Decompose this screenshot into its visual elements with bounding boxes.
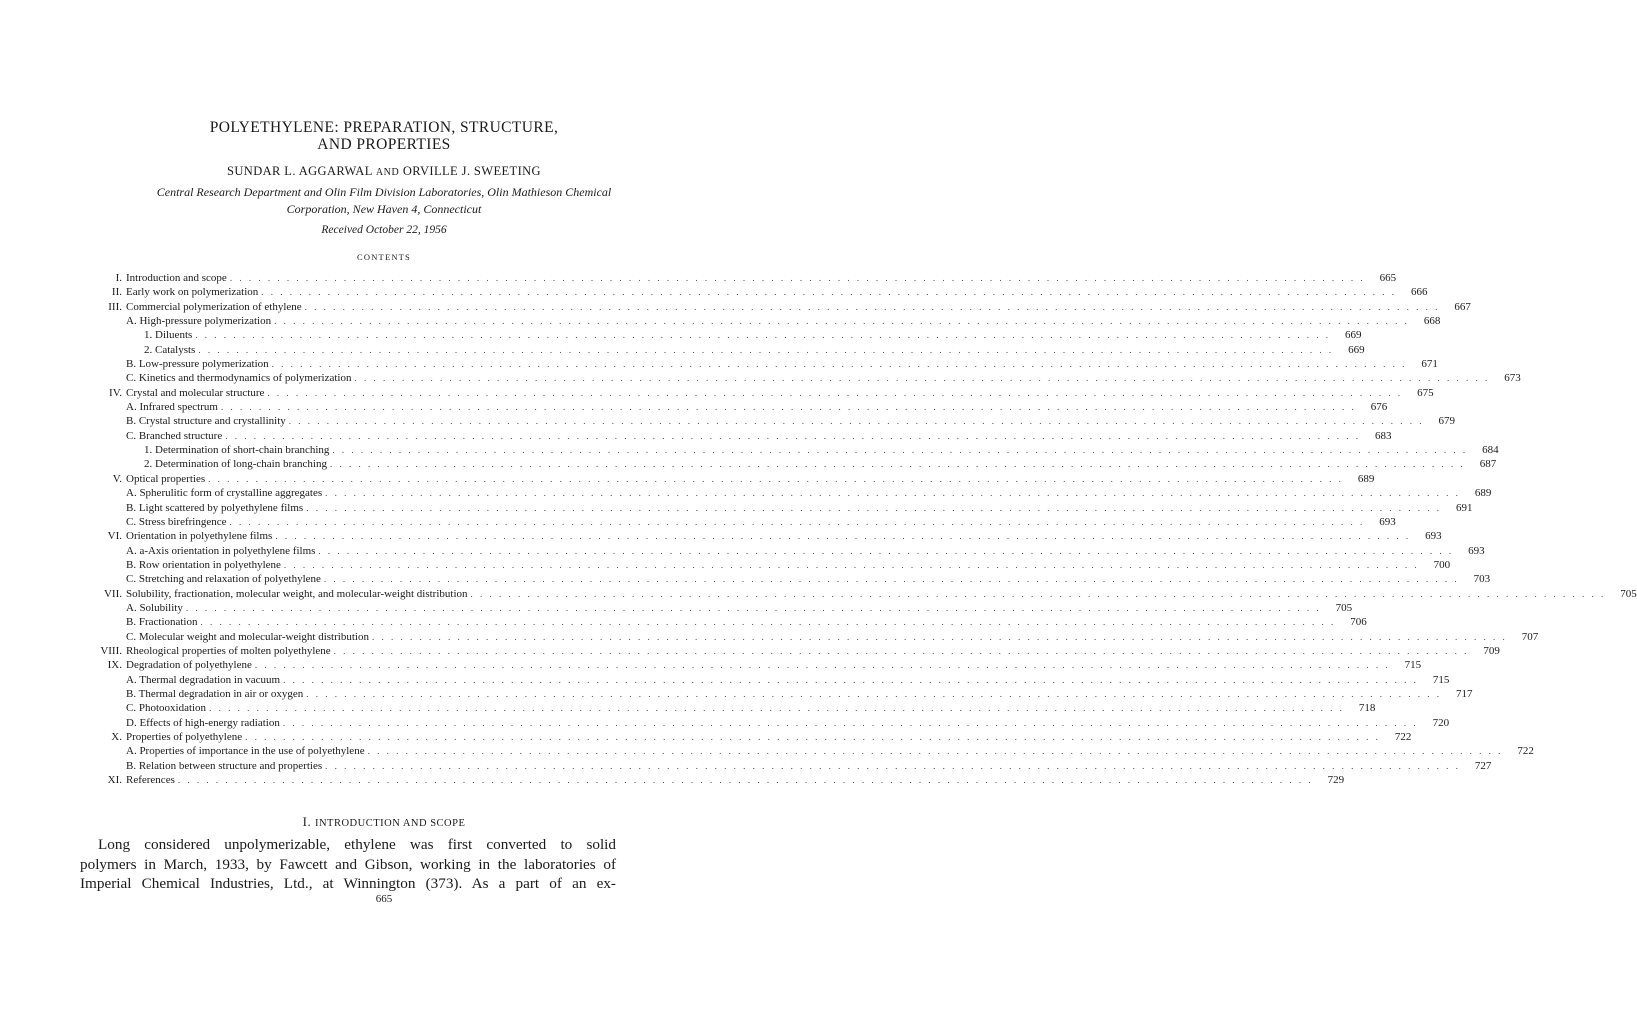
authors [0, 164, 768, 179]
toc-entry-page: 667 [1454, 300, 1471, 313]
toc-entry-number: VI. [107, 530, 122, 543]
toc-entry-page: 700 [1433, 558, 1451, 571]
toc-entry-page: 668 [1423, 315, 1441, 328]
toc-dot-leader: . . . . . . . . . . . . . . . . . . . . . . . . . . . . . . . . . . . . . . . . . . . . . . . . . . . . . . . . . . . . . . . . . . . . . . . . . . . . . . . . . . . . . . . . . . . . . . . . . . . . . . . . . . . . . . . . . . . . . . . . [354, 373, 1490, 384]
toc-entry-label: C. Kinetics and thermodynamics of polymerization [126, 372, 352, 385]
toc-entry [70, 673, 1450, 687]
toc-entry-page: 705 [1335, 601, 1353, 614]
toc-entry [70, 759, 1492, 773]
toc-dot-leader: . . . . . . . . . . . . . . . . . . . . . . . . . . . . . . . . . . . . . . . . . . . . . . . . . . . . . . . . . . . . . . . . . . . . . . . . . . . . . . . . . . . . . . . . . . . . . . . . . . . . . . . . . . . . . . . . . . . . . . . . [229, 273, 1366, 283]
toc-dot-leader: . . . . . . . . . . . . . . . . . . . . . . . . . . . . . . . . . . . . . . . . . . . . . . . . . . . . . . . . . . . . . . . . . . . . . . . . . . . . . . . . . . . . . . . . . . . . . . . . . . . . . . . . . . . . . . . . . . . . . . . . [254, 660, 1391, 671]
toc-dot-leader: . . . . . . . . . . . . . . . . . . . . . . . . . . . . . . . . . . . . . . . . . . . . . . . . . . . . . . . . . . . . . . . . . . . . . . . . . . . . . . . . . . . . . . . . . . . . . . . . . . . . . . . . . . . . . . . . . . . . . . . . [470, 588, 1606, 599]
toc-entry-page: 727 [1474, 759, 1492, 772]
toc-entry-page: 689 [1474, 487, 1492, 500]
toc-entry [70, 400, 1388, 414]
toc-entry-label: C. Molecular weight and molecular-weight distribution [126, 630, 369, 643]
toc-entry-page: 720 [1432, 716, 1450, 729]
article-title-line-2: AND PROPERTIES [317, 136, 451, 153]
toc-entry-label: A. Thermal degradation in vacuum [126, 673, 281, 686]
toc-entry-label: Degradation of polyethylene [126, 659, 252, 672]
toc-entry-page: 684 [1482, 444, 1499, 457]
toc-entry-label: 2. Determination of long-chain branching [144, 458, 327, 471]
toc-entry-page: 691 [1455, 501, 1473, 514]
toc-entry [70, 701, 1376, 715]
toc-entry [70, 773, 1345, 787]
toc-dot-leader: . . . . . . . . . . . . . . . . . . . . . . . . . . . . . . . . . . . . . . . . . . . . . . . . . . . . . . . . . . . . . . . . . . . . . . . . . . . . . . . . . . . . . . . . . . . . . . . . . . . . . . . . . . . . . . . . . . . . . . . . [261, 287, 1397, 298]
toc-entry-label: Solubility, fractionation, molecular weight, and molecular-weight distribution [126, 587, 468, 600]
toc-entry-label: C. Stress birefringence [126, 515, 227, 528]
toc-entry [70, 386, 1434, 400]
toc-entry-page: 675 [1417, 386, 1434, 399]
toc-entry-page: 703 [1473, 573, 1491, 586]
toc-entry-page: 722 [1394, 731, 1412, 743]
toc-entry-label: 2. Catalysts [144, 343, 196, 356]
toc-entry [70, 414, 1456, 428]
toc-dot-leader: . . . . . . . . . . . . . . . . . . . . . . . . . . . . . . . . . . . . . . . . . . . . . . . . . . . . . . . . . . . . . . . . . . . . . . . . . . . . . . . . . . . . . . . . . . . . . . . . . . . . . . . . . . . . . . . . . . . . . . . . [325, 488, 1461, 499]
toc-dot-leader: . . . . . . . . . . . . . . . . . . . . . . . . . . . . . . . . . . . . . . . . . . . . . . . . . . . . . . . . . . . . . . . . . . . . . . . . . . . . . . . . . . . . . . . . . . . . . . . . . . . . . . . . . . . . . . . . . . . . . . . . [283, 674, 1419, 685]
toc-entry-page: 693 [1425, 530, 1442, 543]
toc-dot-leader: . . . . . . . . . . . . . . . . . . . . . . . . . . . . . . . . . . . . . . . . . . . . . . . . . . . . . . . . . . . . . . . . . . . . . . . . . . . . . . . . . . . . . . . . . . . . . . . . . . . . . . . . . . . . . . . . . . . . . . . . [329, 459, 1466, 470]
body-line: Imperial Chemical Industries, Ltd., at Winnington (373). As a part of an ex- [80, 875, 616, 892]
toc-dot-leader: . . . . . . . . . . . . . . . . . . . . . . . . . . . . . . . . . . . . . . . . . . . . . . . . . . . . . . . . . . . . . . . . . . . . . . . . . . . . . . . . . . . . . . . . . . . . . . . . . . . . . . . . . . . . . . . . . . . . . . . . [332, 445, 1468, 456]
table-of-contents [70, 271, 1637, 787]
toc-entry-page: 689 [1357, 472, 1375, 485]
toc-dot-leader: . . . . . . . . . . . . . . . . . . . . . . . . . . . . . . . . . . . . . . . . . . . . . . . . . . . . . . . . . . . . . . . . . . . . . . . . . . . . . . . . . . . . . . . . . . . . . . . . . . . . . . . . . . . . . . . . . . . . . . . . [229, 516, 1365, 527]
toc-entry-number: VIII. [100, 644, 122, 657]
affiliation-line-2: Corporation, New Haven 4, Connecticut [286, 202, 482, 216]
toc-entry-number: II. [111, 286, 122, 299]
toc-entry [70, 630, 1539, 644]
toc-entry-page: 715 [1432, 673, 1450, 686]
body-line: Long considered unpolymerizable, ethylene was first converted to solid [98, 836, 616, 853]
toc-entry-page: 676 [1370, 401, 1388, 414]
toc-entry [70, 730, 1412, 744]
toc-dot-leader: . . . . . . . . . . . . . . . . . . . . . . . . . . . . . . . . . . . . . . . . . . . . . . . . . . . . . . . . . . . . . . . . . . . . . . . . . . . . . . . . . . . . . . . . . . . . . . . . . . . . . . . . . . . . . . . . . . . . . . . . [306, 688, 1442, 699]
toc-dot-leader: . . . . . . . . . . . . . . . . . . . . . . . . . . . . . . . . . . . . . . . . . . . . . . . . . . . . . . . . . . . . . . . . . . . . . . . . . . . . . . . . . . . . . . . . . . . . . . . . . . . . . . . . . . . . . . . . . . . . . . . . [371, 631, 1508, 642]
toc-entry [70, 601, 1353, 615]
toc-entry-label: Optical properties [126, 472, 206, 485]
toc-entry-label: B. Relation between structure and properties [126, 759, 323, 772]
toc-entry [70, 314, 1441, 328]
toc-entry-number: VII. [103, 587, 122, 600]
toc-entry-label: C. Stretching and relaxation of polyethylene [126, 573, 321, 586]
toc-dot-leader: . . . . . . . . . . . . . . . . . . . . . . . . . . . . . . . . . . . . . . . . . . . . . . . . . . . . . . . . . . . . . . . . . . . . . . . . . . . . . . . . . . . . . . . . . . . . . . . . . . . . . . . . . . . . . . . . . . . . . . . . [195, 330, 1331, 341]
body-line: polymers in March, 1933, by Fawcett and Gibson, working in the laboratories of [80, 855, 616, 873]
author-1: SUNDAR L. AGGARWAL [226, 164, 373, 178]
toc-entry [70, 443, 1499, 457]
toc-entry [70, 300, 1471, 314]
toc-entry-page: 665 [1379, 272, 1397, 284]
toc-dot-leader: . . . . . . . . . . . . . . . . . . . . . . . . . . . . . . . . . . . . . . . . . . . . . . . . . . . . . . . . . . . . . . . . . . . . . . . . . . . . . . . . . . . . . . . . . . . . . . . . . . . . . . . . . . . . . . . . . . . . . . . . [208, 473, 1344, 484]
toc-entry-label: References [126, 774, 175, 787]
toc-entry-label: B. Fractionation [126, 616, 198, 629]
toc-entry-number: IV. [109, 386, 122, 399]
section-number: I. [302, 814, 312, 829]
toc-dot-leader: . . . . . . . . . . . . . . . . . . . . . . . . . . . . . . . . . . . . . . . . . . . . . . . . . . . . . . . . . . . . . . . . . . . . . . . . . . . . . . . . . . . . . . . . . . . . . . . . . . . . . . . . . . . . . . . . . . . . . . . . [275, 531, 1411, 542]
toc-entry-number: X. [111, 731, 122, 743]
contents-heading: CONTENTS [357, 252, 411, 262]
article-title-line-1: POLYETHYLENE: PREPARATION, STRUCTURE, [209, 119, 559, 136]
toc-entry [70, 572, 1491, 586]
toc-entry-page: 671 [1421, 358, 1438, 371]
toc-entry-number: I. [115, 272, 122, 284]
toc-dot-leader: . . . . . . . . . . . . . . . . . . . . . . . . . . . . . . . . . . . . . . . . . . . . . . . . . . . . . . . . . . . . . . . . . . . . . . . . . . . . . . . . . . . . . . . . . . . . . . . . . . . . . . . . . . . . . . . . . . . . . . . . [185, 602, 1322, 613]
toc-entry-number: IX. [107, 659, 122, 672]
toc-entry-label: A. High-pressure polymerization [126, 315, 272, 328]
toc-entry-label: D. Effects of high-energy radiation [126, 716, 280, 729]
affiliation-line-1: Central Research Department and Olin Film Division Laboratories, Olin Mathieson Chemical [156, 185, 612, 199]
toc-entry-label: A. Solubility [126, 601, 183, 614]
toc-entry [70, 644, 1500, 658]
toc-dot-leader: . . . . . . . . . . . . . . . . . . . . . . . . . . . . . . . . . . . . . . . . . . . . . . . . . . . . . . . . . . . . . . . . . . . . . . . . . . . . . . . . . . . . . . . . . . . . . . . . . . . . . . . . . . . . . . . . . . . . . . . . [306, 502, 1442, 513]
toc-dot-leader: . . . . . . . . . . . . . . . . . . . . . . . . . . . . . . . . . . . . . . . . . . . . . . . . . . . . . . . . . . . . . . . . . . . . . . . . . . . . . . . . . . . . . . . . . . . . . . . . . . . . . . . . . . . . . . . . . . . . . . . . [304, 301, 1440, 312]
toc-dot-leader: . . . . . . . . . . . . . . . . . . . . . . . . . . . . . . . . . . . . . . . . . . . . . . . . . . . . . . . . . . . . . . . . . . . . . . . . . . . . . . . . . . . . . . . . . . . . . . . . . . . . . . . . . . . . . . . . . . . . . . . . [177, 775, 1314, 786]
toc-dot-leader: . . . . . . . . . . . . . . . . . . . . . . . . . . . . . . . . . . . . . . . . . . . . . . . . . . . . . . . . . . . . . . . . . . . . . . . . . . . . . . . . . . . . . . . . . . . . . . . . . . . . . . . . . . . . . . . . . . . . . . . . [323, 574, 1460, 585]
toc-entry-page: 706 [1350, 616, 1367, 629]
toc-entry [70, 515, 1396, 529]
toc-entry-page: 722 [1517, 745, 1534, 758]
author-conjunction: AND [375, 167, 400, 178]
toc-entry-label: Properties of polyethylene [126, 731, 243, 743]
toc-entry-page: 729 [1327, 774, 1345, 787]
toc-entry-page: 707 [1521, 630, 1539, 643]
toc-entry [70, 744, 1534, 758]
toc-entry [70, 558, 1451, 572]
toc-entry-page: 693 [1468, 544, 1485, 557]
toc-entry-label: A. Infrared spectrum [126, 401, 218, 414]
toc-entry [70, 429, 1392, 443]
toc-dot-leader: . . . . . . . . . . . . . . . . . . . . . . . . . . . . . . . . . . . . . . . . . . . . . . . . . . . . . . . . . . . . . . . . . . . . . . . . . . . . . . . . . . . . . . . . . . . . . . . . . . . . . . . . . . . . . . . . . . . . . . . . [367, 746, 1503, 757]
toc-entry-label: C. Branched structure [126, 429, 223, 442]
toc-entry-label: Rheological properties of molten polyethylene [126, 644, 331, 657]
toc-entry-label: B. Thermal degradation in air or oxygen [126, 687, 304, 700]
toc-entry-page: 715 [1404, 659, 1422, 672]
toc-entry-page: 687 [1479, 458, 1497, 471]
toc-entry-label: A. a-Axis orientation in polyethylene films [126, 544, 316, 557]
toc-entry-page: 693 [1379, 515, 1396, 528]
toc-entry [70, 357, 1438, 371]
toc-entry-label: 1. Diluents [144, 329, 193, 342]
toc-entry [70, 716, 1450, 730]
toc-entry [70, 687, 1473, 701]
toc-dot-leader: . . . . . . . . . . . . . . . . . . . . . . . . . . . . . . . . . . . . . . . . . . . . . . . . . . . . . . . . . . . . . . . . . . . . . . . . . . . . . . . . . . . . . . . . . . . . . . . . . . . . . . . . . . . . . . . . . . . . . . . . [209, 703, 1345, 714]
toc-entry-label: B. Crystal structure and crystallinity [126, 415, 286, 428]
toc-entry [70, 615, 1367, 629]
toc-entry [70, 486, 1492, 500]
toc-dot-leader: . . . . . . . . . . . . . . . . . . . . . . . . . . . . . . . . . . . . . . . . . . . . . . . . . . . . . . . . . . . . . . . . . . . . . . . . . . . . . . . . . . . . . . . . . . . . . . . . . . . . . . . . . . . . . . . . . . . . . . . . [245, 732, 1381, 742]
toc-entry [70, 457, 1497, 471]
toc-entry-page: 673 [1504, 372, 1521, 385]
received-date: Received October 22, 1956 [321, 224, 447, 236]
toc-entry [70, 658, 1422, 672]
toc-entry [70, 587, 1637, 601]
toc-entry-page: 709 [1483, 644, 1500, 657]
toc-entry [70, 328, 1362, 342]
toc-entry [70, 285, 1428, 299]
toc-entry [70, 529, 1442, 543]
toc-dot-leader: . . . . . . . . . . . . . . . . . . . . . . . . . . . . . . . . . . . . . . . . . . . . . . . . . . . . . . . . . . . . . . . . . . . . . . . . . . . . . . . . . . . . . . . . . . . . . . . . . . . . . . . . . . . . . . . . . . . . . . . . [200, 617, 1336, 628]
toc-entry [70, 371, 1521, 385]
toc-entry-label: 1. Determination of short-chain branching [144, 444, 330, 457]
toc-entry-label: B. Row orientation in polyethylene [126, 558, 281, 571]
toc-dot-leader: . . . . . . . . . . . . . . . . . . . . . . . . . . . . . . . . . . . . . . . . . . . . . . . . . . . . . . . . . . . . . . . . . . . . . . . . . . . . . . . . . . . . . . . . . . . . . . . . . . . . . . . . . . . . . . . . . . . . . . . . [283, 559, 1420, 570]
toc-entry [70, 343, 1365, 357]
toc-dot-leader: . . . . . . . . . . . . . . . . . . . . . . . . . . . . . . . . . . . . . . . . . . . . . . . . . . . . . . . . . . . . . . . . . . . . . . . . . . . . . . . . . . . . . . . . . . . . . . . . . . . . . . . . . . . . . . . . . . . . . . . . [271, 359, 1407, 370]
toc-entry-label: B. Low-pressure polymerization [126, 358, 269, 371]
toc-entry-page: 705 [1620, 587, 1637, 600]
page-number: 665 [375, 893, 393, 905]
toc-dot-leader: . . . . . . . . . . . . . . . . . . . . . . . . . . . . . . . . . . . . . . . . . . . . . . . . . . . . . . . . . . . . . . . . . . . . . . . . . . . . . . . . . . . . . . . . . . . . . . . . . . . . . . . . . . . . . . . . . . . . . . . . [225, 430, 1361, 441]
toc-entry-page: 666 [1411, 286, 1428, 299]
toc-entry-page: 669 [1348, 343, 1365, 356]
toc-entry-page: 683 [1374, 429, 1392, 442]
body-paragraph [80, 835, 616, 894]
toc-entry-label: B. Light scattered by polyethylene films [126, 501, 304, 514]
toc-entry-page: 679 [1438, 415, 1456, 428]
toc-entry [70, 271, 1397, 285]
author-2: ORVILLE J. SWEETING [402, 164, 541, 178]
toc-entry-label: A. Spherulitic form of crystalline aggregates [126, 487, 323, 500]
toc-entry-label: C. Photooxidation [126, 702, 207, 715]
toc-entry [70, 501, 1473, 515]
toc-entry-label: Crystal and molecular structure [126, 386, 265, 399]
toc-entry-label: Orientation in polyethylene films [126, 530, 273, 543]
toc-dot-leader: . . . . . . . . . . . . . . . . . . . . . . . . . . . . . . . . . . . . . . . . . . . . . . . . . . . . . . . . . . . . . . . . . . . . . . . . . . . . . . . . . . . . . . . . . . . . . . . . . . . . . . . . . . . . . . . . . . . . . . . . [333, 645, 1469, 656]
toc-entry-label: Early work on polymerization [126, 286, 259, 299]
toc-entry-page: 717 [1456, 687, 1473, 700]
toc-entry [70, 472, 1375, 486]
toc-dot-leader: . . . . . . . . . . . . . . . . . . . . . . . . . . . . . . . . . . . . . . . . . . . . . . . . . . . . . . . . . . . . . . . . . . . . . . . . . . . . . . . . . . . . . . . . . . . . . . . . . . . . . . . . . . . . . . . . . . . . . . . . [282, 717, 1419, 728]
toc-dot-leader: . . . . . . . . . . . . . . . . . . . . . . . . . . . . . . . . . . . . . . . . . . . . . . . . . . . . . . . . . . . . . . . . . . . . . . . . . . . . . . . . . . . . . . . . . . . . . . . . . . . . . . . . . . . . . . . . . . . . . . . . [318, 545, 1454, 556]
section-heading [0, 814, 768, 830]
toc-dot-leader: . . . . . . . . . . . . . . . . . . . . . . . . . . . . . . . . . . . . . . . . . . . . . . . . . . . . . . . . . . . . . . . . . . . . . . . . . . . . . . . . . . . . . . . . . . . . . . . . . . . . . . . . . . . . . . . . . . . . . . . . [274, 316, 1410, 327]
toc-entry-label: Introduction and scope [126, 272, 227, 284]
toc-dot-leader: . . . . . . . . . . . . . . . . . . . . . . . . . . . . . . . . . . . . . . . . . . . . . . . . . . . . . . . . . . . . . . . . . . . . . . . . . . . . . . . . . . . . . . . . . . . . . . . . . . . . . . . . . . . . . . . . . . . . . . . . [198, 344, 1334, 355]
section-title: INTRODUCTION AND SCOPE [314, 818, 466, 829]
toc-dot-leader: . . . . . . . . . . . . . . . . . . . . . . . . . . . . . . . . . . . . . . . . . . . . . . . . . . . . . . . . . . . . . . . . . . . . . . . . . . . . . . . . . . . . . . . . . . . . . . . . . . . . . . . . . . . . . . . . . . . . . . . . [267, 387, 1403, 398]
toc-entry-page: 669 [1345, 329, 1362, 342]
toc-entry [70, 544, 1485, 558]
toc-dot-leader: . . . . . . . . . . . . . . . . . . . . . . . . . . . . . . . . . . . . . . . . . . . . . . . . . . . . . . . . . . . . . . . . . . . . . . . . . . . . . . . . . . . . . . . . . . . . . . . . . . . . . . . . . . . . . . . . . . . . . . . . [325, 760, 1461, 771]
toc-entry-number: XI. [107, 774, 122, 787]
toc-entry-label: Commercial polymerization of ethylene [126, 300, 302, 313]
toc-entry-number: III. [108, 300, 122, 313]
toc-entry-label: A. Properties of importance in the use of polyethylene [126, 745, 365, 758]
toc-dot-leader: . . . . . . . . . . . . . . . . . . . . . . . . . . . . . . . . . . . . . . . . . . . . . . . . . . . . . . . . . . . . . . . . . . . . . . . . . . . . . . . . . . . . . . . . . . . . . . . . . . . . . . . . . . . . . . . . . . . . . . . . [288, 416, 1425, 427]
toc-entry-page: 718 [1358, 702, 1376, 715]
toc-dot-leader: . . . . . . . . . . . . . . . . . . . . . . . . . . . . . . . . . . . . . . . . . . . . . . . . . . . . . . . . . . . . . . . . . . . . . . . . . . . . . . . . . . . . . . . . . . . . . . . . . . . . . . . . . . . . . . . . . . . . . . . . [220, 402, 1357, 413]
toc-entry-number: V. [112, 472, 122, 485]
